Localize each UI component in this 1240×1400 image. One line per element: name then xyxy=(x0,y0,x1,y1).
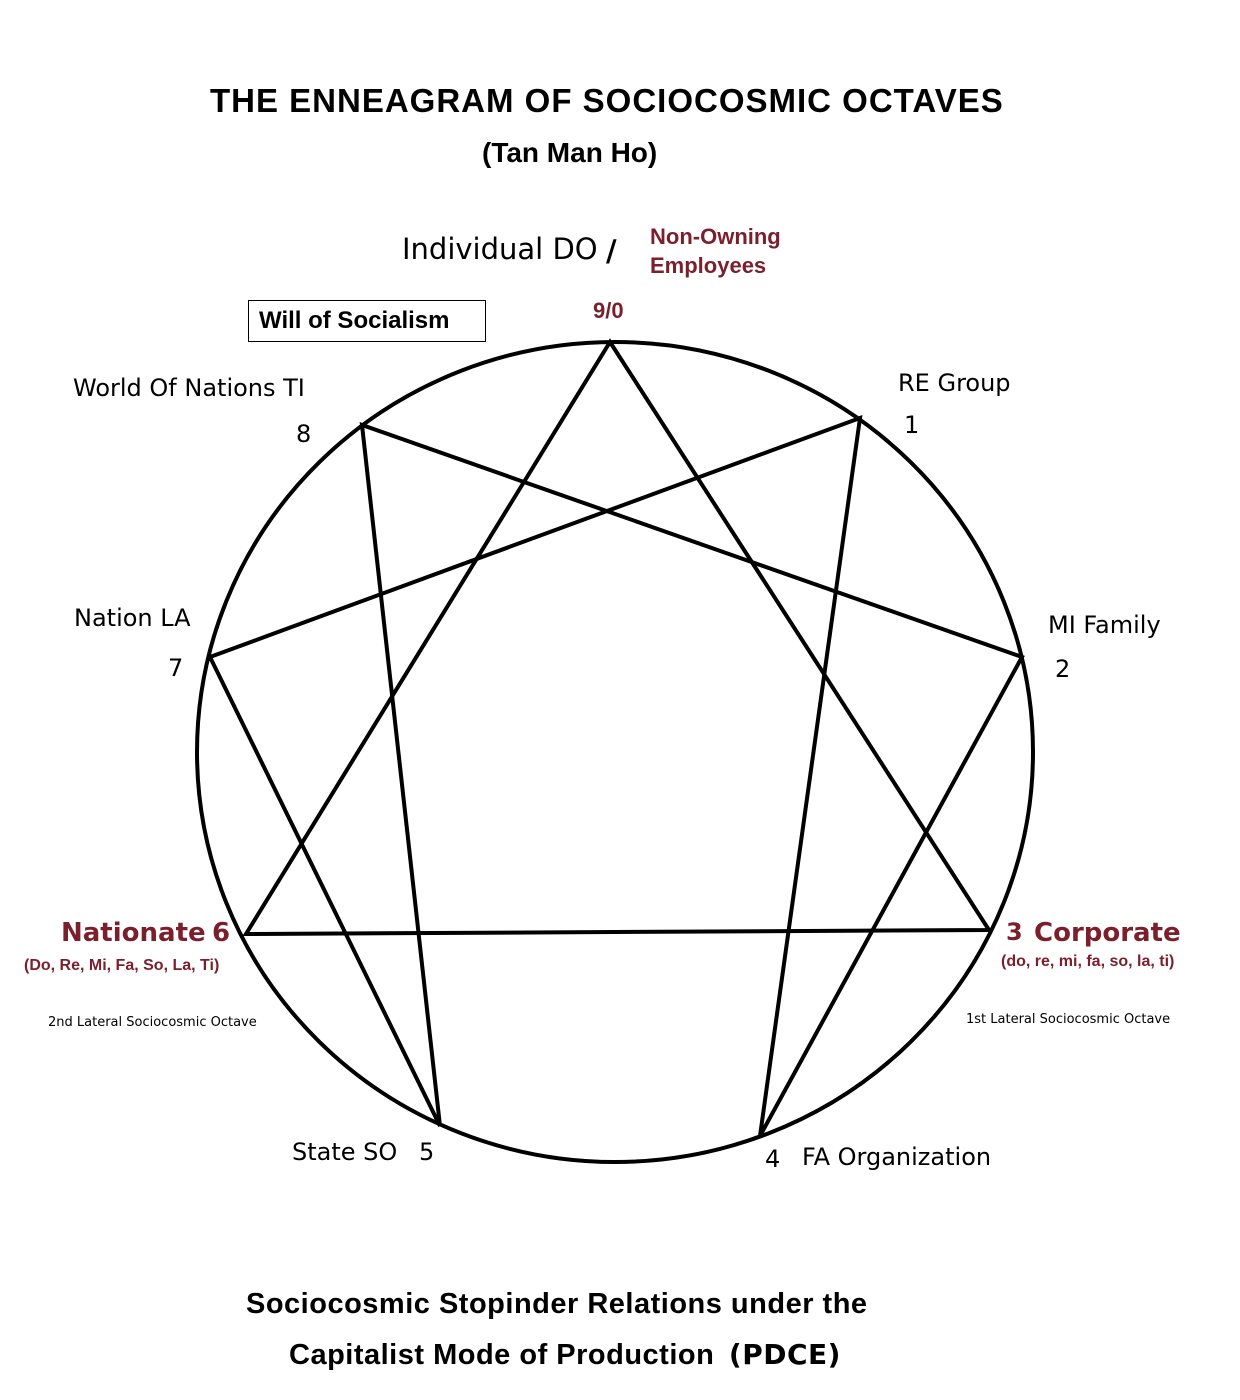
node-4-number: 4 xyxy=(765,1145,781,1173)
node-2-number: 2 xyxy=(1055,655,1071,683)
node-7-number: 7 xyxy=(168,654,184,682)
node-6-number: 6 xyxy=(212,918,231,948)
node-5-number: 5 xyxy=(419,1138,435,1166)
non-owning-line2: Employees xyxy=(650,253,767,278)
node-6-solfa: (Do, Re, Mi, Fa, So, La, Ti) xyxy=(24,957,220,974)
enneagram-circle xyxy=(197,342,1033,1162)
node-8-label: World Of Nations TI xyxy=(73,374,305,402)
slash-separator: / xyxy=(606,234,617,268)
hexad-figure xyxy=(210,418,1022,1136)
node-1-label: RE Group xyxy=(898,369,1011,397)
author-subtitle: (Tan Man Ho) xyxy=(482,137,658,168)
non-owning-line1: Non-Owning xyxy=(650,224,781,249)
node-3-label: Corporate xyxy=(1034,918,1181,948)
footer-line-1: Sociocosmic Stopinder Relations under the xyxy=(246,1288,868,1320)
footer-line-2-text: Capitalist Mode of Production xyxy=(289,1339,715,1371)
node-3-solfa: (do, re, mi, fa, so, la, ti) xyxy=(1001,953,1175,970)
footer-line-2 xyxy=(289,1338,841,1372)
node-8-number: 8 xyxy=(296,420,312,448)
node-6-label: Nationate xyxy=(61,918,206,948)
node-1-number: 1 xyxy=(904,411,920,439)
footer-line-2-suffix: (PDCE) xyxy=(728,1338,841,1371)
node-3-octave: 1st Lateral Sociocosmic Octave xyxy=(966,1012,1171,1027)
individual-do-label: Individual DO xyxy=(402,232,598,266)
node-2-label: MI Family xyxy=(1048,611,1161,639)
will-of-socialism-box: Will of Socialism xyxy=(248,300,486,342)
node-6-octave: 2nd Lateral Sociocosmic Octave xyxy=(48,1015,257,1030)
node-3-number: 3 xyxy=(1006,918,1023,946)
node-5-label: State SO xyxy=(292,1138,398,1166)
node-7-label: Nation LA xyxy=(74,604,191,632)
node-9-number: 9/0 xyxy=(593,298,624,323)
node-4-label: FA Organization xyxy=(802,1143,992,1171)
diagram-title: THE ENNEAGRAM OF SOCIOCOSMIC OCTAVES xyxy=(210,82,1004,119)
